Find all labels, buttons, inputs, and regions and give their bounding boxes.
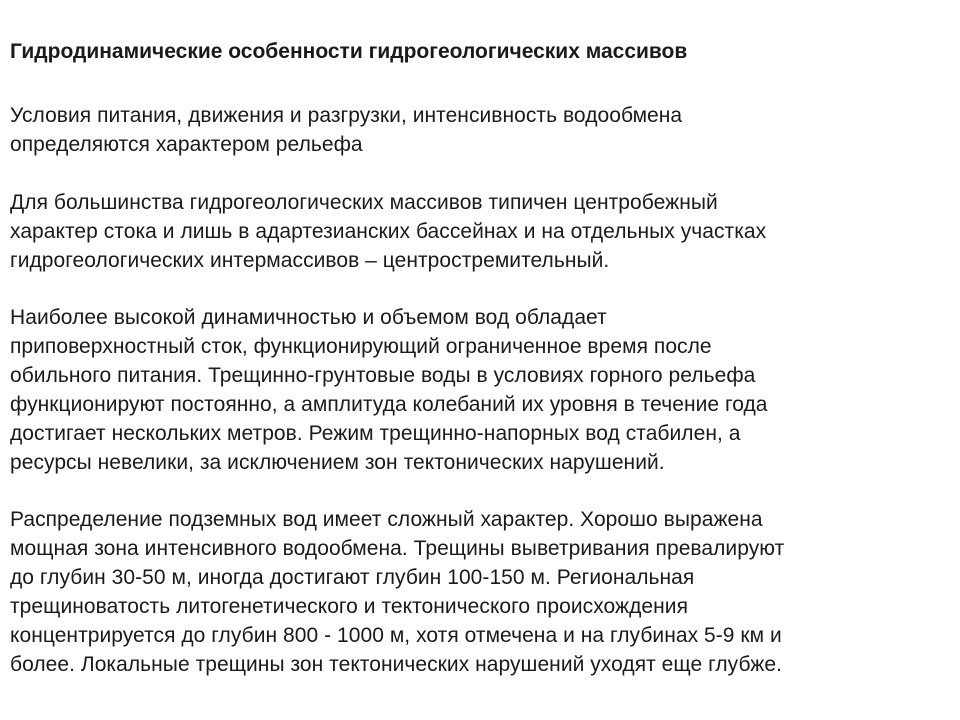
paragraph-line: приповерхностный сток, функционирующий ограниченное время после [10, 335, 712, 358]
paragraph-line: мощная зона интенсивного водообмена. Трещины выветривания превалируют [10, 537, 785, 560]
paragraph-line: обильного питания. Трещинно-грунтовые воды в условиях горного рельефа [10, 364, 756, 387]
paragraph-line: характер стока и лишь в адартезианских бассейнах и на отдельных участках [10, 220, 767, 243]
paragraph-recharge-conditions [10, 101, 910, 159]
paragraph-line: функционируют постоянно, а амплитуда колебаний их уровня в течение года [10, 393, 768, 416]
slide-title: Гидродинамические особенности гидрогеологических массивов [10, 40, 688, 63]
paragraph-line: достигает нескольких метров. Режим трещинно-напорных вод стабилен, а [10, 422, 741, 445]
paragraph-line: до глубин 30-50 м, иногда достигают глубин 100-150 м. Региональная [10, 566, 695, 589]
paragraph-line: Распределение подземных вод имеет сложный характер. Хорошо выражена [10, 508, 763, 531]
paragraph-line: ресурсы невелики, за исключением зон тектонических нарушений. [10, 451, 665, 474]
paragraph-line: концентрируется до глубин 800 - 1000 м, хотя отмечена и на глубинах 5-9 км и [10, 624, 782, 647]
paragraph-dynamics [10, 303, 910, 477]
paragraph-flow-character [10, 188, 910, 275]
paragraph-line: гидрогеологических интермассивов – центростремительный. [10, 249, 610, 272]
paragraph-line: Для большинства гидрогеологических массивов типичен центробежный [10, 191, 718, 214]
paragraph-line: трещиноватость литогенетического и тектонического происхождения [10, 595, 689, 618]
paragraph-line: более. Локальные трещины зон тектонических нарушений уходят еще глубже. [10, 653, 782, 676]
paragraph-line: Условия питания, движения и разгрузки, интенсивность водообмена [10, 104, 683, 127]
paragraph-line: определяются характером рельефа [10, 133, 363, 156]
paragraph-distribution [10, 505, 910, 679]
paragraph-line: Наиболее высокой динамичностью и объемом вод обладает [10, 306, 607, 329]
